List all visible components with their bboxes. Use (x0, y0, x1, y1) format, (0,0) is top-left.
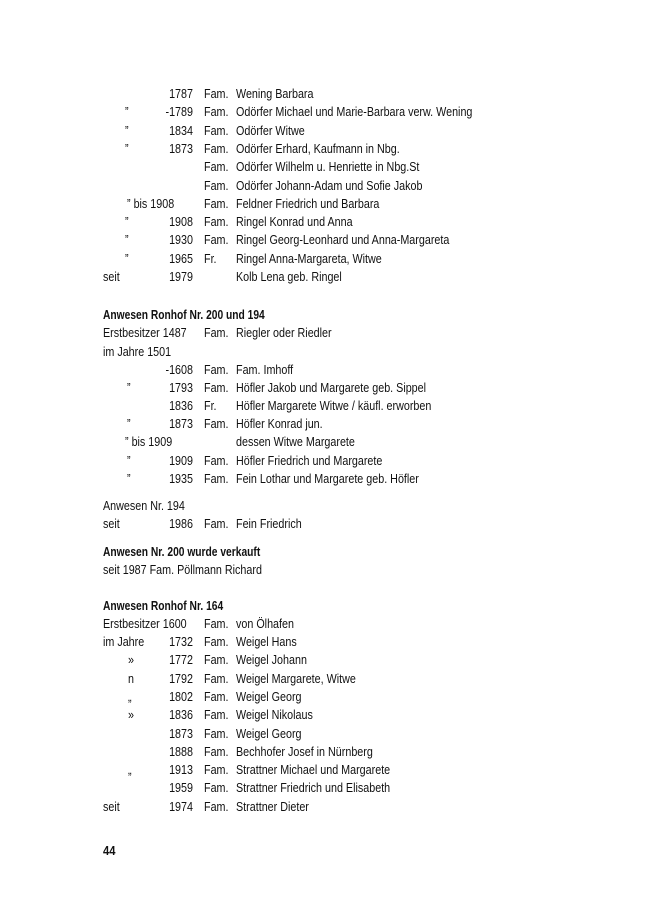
record-prefix: seit (103, 270, 120, 284)
first-owner-name: Riegler oder Riedler (236, 326, 332, 340)
record-year: 1979 (169, 270, 193, 284)
record-year: 1873 (169, 417, 193, 432)
record-kind: Fam. (204, 123, 229, 138)
record-year: 1935 (169, 471, 193, 486)
record-prefix: ” (125, 123, 129, 138)
sub-heading-anwesen-194: Anwesen Nr. 194 (103, 499, 185, 513)
page-number: 44 (103, 843, 116, 858)
record-name: Fam. Imhoff (236, 363, 294, 377)
record-prefix: ” (127, 417, 131, 432)
record-prefix: ” (125, 105, 129, 120)
record-prefix: » (128, 653, 134, 668)
record-year: 1974 (169, 799, 193, 814)
record-year: 1787 (169, 87, 193, 101)
record-kind: Fam. (204, 763, 229, 778)
record-name: Bechhofer Josef in Nürnberg (236, 744, 373, 759)
record-kind: Fam. (204, 726, 229, 741)
record-year: -1608 (165, 363, 193, 377)
record-name: Weigel Hans (236, 635, 297, 649)
record-year: 1909 (169, 453, 193, 468)
record-prefix: ” (127, 471, 131, 486)
record-name: Höfler Jakob und Margarete geb. Sippel (236, 381, 427, 396)
record-prefix: seit (103, 799, 120, 814)
record-prefix: „ (128, 763, 132, 778)
first-owner-label: Erstbesitzer 1487 (103, 326, 187, 340)
record-kind: Fam. (204, 799, 229, 814)
record-kind: Fam. (204, 233, 229, 248)
record-name: Feldner Friedrich und Barbara (236, 196, 380, 211)
record-kind: Fam. (204, 671, 229, 686)
sub-row-kind: Fam. (204, 517, 229, 531)
record-prefix: n (128, 671, 134, 686)
record-prefix: ” (127, 453, 131, 468)
record-prefix: „ (128, 689, 132, 704)
record-kind: Fr. (204, 251, 217, 266)
first-owner-kind-164: Fam. (204, 617, 229, 631)
record-name: dessen Witwe Margarete (236, 435, 355, 450)
record-prefix: ” (125, 233, 129, 248)
record-year: 1732 (169, 635, 193, 649)
record-year: 1873 (169, 726, 193, 741)
section-heading-ronhof-200-194: Anwesen Ronhof Nr. 200 und 194 (103, 308, 265, 322)
section-heading-sold: Anwesen Nr. 200 wurde verkauft (103, 545, 261, 559)
record-year: 1888 (169, 744, 193, 759)
record-prefix: » (128, 708, 134, 723)
record-kind: Fam. (204, 653, 229, 668)
record-year: 1802 (169, 689, 193, 704)
record-kind: Fam. (204, 471, 229, 486)
record-year: 1965 (169, 251, 193, 266)
record-kind: Fam. (204, 87, 229, 101)
record-name: Höfler Konrad jun. (236, 417, 323, 432)
record-year: -1789 (165, 105, 193, 120)
record-name: Odörfer Witwe (236, 123, 305, 138)
record-kind: Fam. (204, 708, 229, 723)
section-heading-ronhof-164: Anwesen Ronhof Nr. 164 (103, 599, 224, 613)
record-name: Odörfer Wilhelm u. Henriette in Nbg.St (236, 160, 420, 175)
record-name: Odörfer Erhard, Kaufmann in Nbg. (236, 141, 400, 156)
record-kind: Fam. (204, 744, 229, 759)
record-name: Fein Lothar und Margarete geb. Höfler (236, 471, 419, 486)
record-kind: Fam. (204, 141, 229, 156)
record-year: 1834 (169, 123, 193, 138)
record-name: Weigel Nikolaus (236, 708, 313, 723)
record-name: Wening Barbara (236, 87, 314, 101)
record-kind: Fr. (204, 399, 217, 414)
first-owner-name-164: von Ölhafen (236, 617, 294, 631)
record-name: Weigel Georg (236, 726, 302, 741)
sub-row-name: Fein Friedrich (236, 517, 302, 531)
sold-line: seit 1987 Fam. Pöllmann Richard (103, 563, 262, 577)
record-prefix: ” (125, 251, 129, 266)
record-kind: Fam. (204, 196, 229, 211)
record-kind: Fam. (204, 215, 229, 230)
record-name: Weigel Margarete, Witwe (236, 671, 356, 686)
record-prefix: ” (125, 215, 129, 230)
record-name: Ringel Konrad und Anna (236, 215, 353, 230)
record-name: Höfler Friedrich und Margarete (236, 453, 383, 468)
record-year: 1908 (169, 215, 193, 230)
record-year: 1772 (169, 653, 193, 668)
record-prefix: ” bis 1909 (125, 435, 173, 450)
record-kind: Fam. (204, 363, 229, 377)
record-name: Odörfer Michael und Marie-Barbara verw. Wening (236, 105, 473, 120)
record-year: 1930 (169, 233, 193, 248)
record-name: Ringel Georg-Leonhard und Anna-Margareta (236, 233, 450, 248)
record-year: 1792 (169, 671, 193, 686)
record-name: Kolb Lena geb. Ringel (236, 270, 342, 284)
record-name: Ringel Anna-Margareta, Witwe (236, 251, 382, 266)
record-name: Odörfer Johann-Adam und Sofie Jakob (236, 178, 423, 193)
record-kind: Fam. (204, 635, 229, 649)
record-name: Strattner Dieter (236, 799, 309, 814)
record-kind: Fam. (204, 381, 229, 396)
record-year: 1873 (169, 141, 193, 156)
record-name: Weigel Georg (236, 689, 302, 704)
record-year: 1836 (169, 708, 193, 723)
record-name: Strattner Friedrich und Elisabeth (236, 781, 391, 796)
record-year: 1959 (169, 781, 193, 796)
sub-row-year: 1986 (169, 517, 193, 531)
first-owner-kind: Fam. (204, 326, 229, 340)
record-year: 1913 (169, 763, 193, 778)
record-name: Strattner Michael und Margarete (236, 763, 391, 778)
record-kind: Fam. (204, 105, 229, 120)
record-name: Höfler Margarete Witwe / käufl. erworben (236, 399, 432, 414)
record-prefix: ” bis 1908 (127, 196, 175, 211)
year-note: im Jahre 1501 (103, 345, 172, 359)
record-year: 1793 (169, 381, 193, 396)
record-year: 1836 (169, 399, 193, 414)
record-prefix: ” (127, 381, 131, 396)
record-prefix: im Jahre (103, 635, 145, 649)
record-kind: Fam. (204, 689, 229, 704)
record-prefix: ” (125, 141, 129, 156)
record-name: Weigel Johann (236, 653, 307, 668)
record-kind: Fam. (204, 160, 229, 175)
record-kind: Fam. (204, 453, 229, 468)
sub-row-prefix: seit (103, 517, 120, 531)
record-kind: Fam. (204, 417, 229, 432)
record-kind: Fam. (204, 178, 229, 193)
first-owner-label-164: Erstbesitzer 1600 (103, 617, 187, 631)
record-kind: Fam. (204, 781, 229, 796)
